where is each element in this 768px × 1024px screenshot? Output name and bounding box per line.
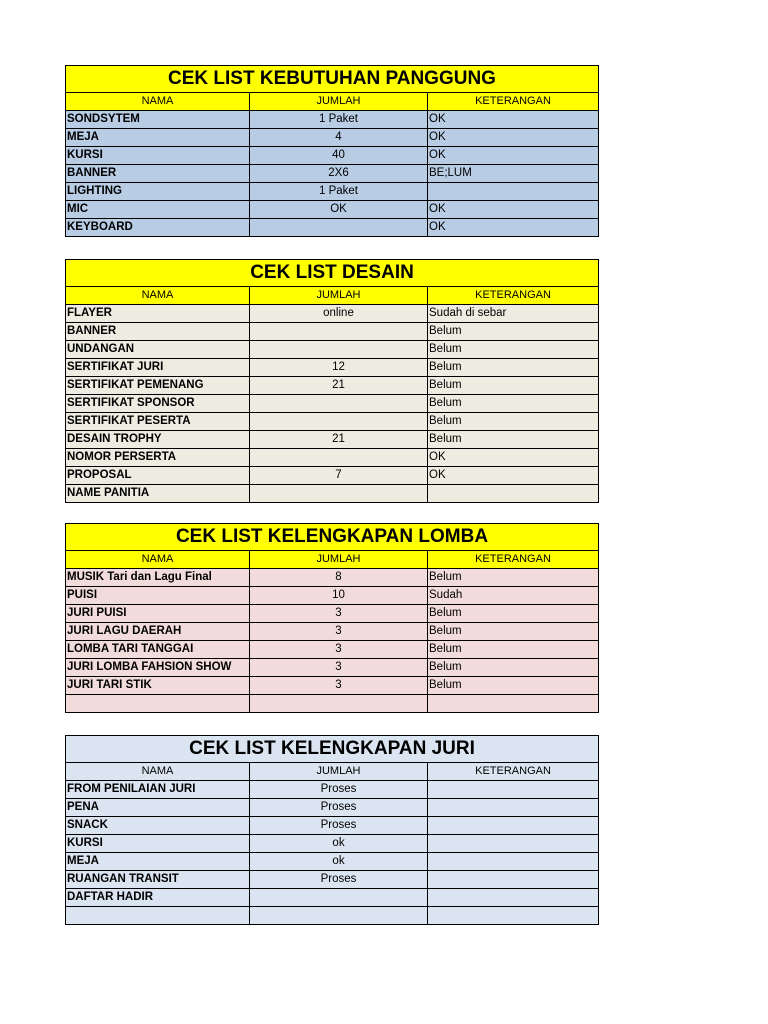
header-keterangan: KETERANGAN [428, 763, 599, 781]
cell-jumlah: ok [250, 835, 428, 853]
cell-nama: PUISI [66, 587, 250, 605]
cell-nama: RUANGAN TRANSIT [66, 871, 250, 889]
cell-jumlah [250, 341, 428, 359]
table-row [66, 323, 599, 341]
cell-jumlah: 10 [250, 587, 428, 605]
cell-nama: JURI LAGU DAERAH [66, 623, 250, 641]
cell-jumlah: 1 Paket [250, 111, 428, 129]
checklist-table-juri [65, 735, 599, 925]
table-row [66, 853, 599, 871]
cell-nama: UNDANGAN [66, 341, 250, 359]
cell-jumlah: 3 [250, 605, 428, 623]
cell-jumlah: 3 [250, 677, 428, 695]
header-jumlah: JUMLAH [250, 763, 428, 781]
table-row [66, 449, 599, 467]
cell-nama: DAFTAR HADIR [66, 889, 250, 907]
table-row [66, 587, 599, 605]
cell-nama: KURSI [66, 835, 250, 853]
table-row [66, 485, 599, 503]
table-row [66, 165, 599, 183]
cell-nama: SERTIFIKAT PESERTA [66, 413, 250, 431]
cell-jumlah: Proses [250, 817, 428, 835]
cell-nama: MIC [66, 201, 250, 219]
cell-keterangan [428, 799, 599, 817]
cell-keterangan: Belum [428, 377, 599, 395]
cell-keterangan [428, 695, 599, 713]
cell-jumlah: 7 [250, 467, 428, 485]
cell-nama: SERTIFIKAT SPONSOR [66, 395, 250, 413]
cell-jumlah [250, 449, 428, 467]
cell-nama: SNACK [66, 817, 250, 835]
cell-nama: SERTIFIKAT JURI [66, 359, 250, 377]
table-title-row [66, 736, 599, 763]
cell-keterangan: Belum [428, 359, 599, 377]
table-row [66, 641, 599, 659]
cell-jumlah: 40 [250, 147, 428, 165]
checklist-table-panggung [65, 65, 599, 237]
cell-jumlah: 21 [250, 431, 428, 449]
cell-keterangan [428, 835, 599, 853]
table-row [66, 219, 599, 237]
table-row [66, 781, 599, 799]
cell-jumlah: 3 [250, 659, 428, 677]
table-row [66, 377, 599, 395]
cell-nama: JURI PUISI [66, 605, 250, 623]
table-header-row [66, 551, 599, 569]
cell-keterangan: OK [428, 201, 599, 219]
cell-jumlah: 21 [250, 377, 428, 395]
cell-nama [66, 695, 250, 713]
cell-nama: KURSI [66, 147, 250, 165]
cell-keterangan: Belum [428, 677, 599, 695]
cell-nama: PENA [66, 799, 250, 817]
cell-keterangan [428, 183, 599, 201]
cell-nama [66, 907, 250, 925]
header-jumlah: JUMLAH [250, 93, 428, 111]
cell-nama: JURI TARI STIK [66, 677, 250, 695]
header-nama: NAMA [66, 763, 250, 781]
cell-jumlah [250, 695, 428, 713]
table-row [66, 467, 599, 485]
cell-jumlah [250, 219, 428, 237]
table-row [66, 111, 599, 129]
table-row [66, 183, 599, 201]
cell-nama: MEJA [66, 129, 250, 147]
cell-keterangan: Belum [428, 395, 599, 413]
cell-keterangan: Belum [428, 341, 599, 359]
header-nama: NAMA [66, 287, 250, 305]
cell-jumlah [250, 323, 428, 341]
header-nama: NAMA [66, 551, 250, 569]
table-row [66, 569, 599, 587]
cell-jumlah [250, 413, 428, 431]
table-title: CEK LIST KEBUTUHAN PANGGUNG [66, 66, 599, 93]
cell-keterangan: BE;LUM [428, 165, 599, 183]
table-row [66, 305, 599, 323]
table-row [66, 129, 599, 147]
cell-nama: MUSIK Tari dan Lagu Final [66, 569, 250, 587]
cell-keterangan [428, 485, 599, 503]
cell-keterangan: Belum [428, 659, 599, 677]
cell-keterangan: Belum [428, 641, 599, 659]
table-row [66, 835, 599, 853]
cell-keterangan: Sudah [428, 587, 599, 605]
cell-nama: NAME PANITIA [66, 485, 250, 503]
table-row [66, 695, 599, 713]
cell-keterangan [428, 907, 599, 925]
cell-keterangan [428, 781, 599, 799]
cell-nama: BANNER [66, 165, 250, 183]
cell-nama: LIGHTING [66, 183, 250, 201]
cell-nama: JURI LOMBA FAHSION SHOW [66, 659, 250, 677]
cell-nama: SERTIFIKAT PEMENANG [66, 377, 250, 395]
table-title-row [66, 260, 599, 287]
table-row [66, 677, 599, 695]
cell-jumlah: OK [250, 201, 428, 219]
cell-jumlah: Proses [250, 781, 428, 799]
cell-nama: SONDSYTEM [66, 111, 250, 129]
table-row [66, 871, 599, 889]
table-header-row [66, 287, 599, 305]
cell-keterangan: Belum [428, 431, 599, 449]
cell-nama: BANNER [66, 323, 250, 341]
header-jumlah: JUMLAH [250, 551, 428, 569]
table-header-row [66, 763, 599, 781]
cell-jumlah: 8 [250, 569, 428, 587]
cell-jumlah: Proses [250, 799, 428, 817]
cell-nama: FLAYER [66, 305, 250, 323]
table-row [66, 605, 599, 623]
cell-jumlah: online [250, 305, 428, 323]
table-row [66, 623, 599, 641]
checklist-table-lomba [65, 523, 599, 713]
table-title-row [66, 66, 599, 93]
table-row [66, 799, 599, 817]
checklist-table-desain [65, 259, 599, 503]
table-row [66, 341, 599, 359]
header-jumlah: JUMLAH [250, 287, 428, 305]
header-keterangan: KETERANGAN [428, 287, 599, 305]
cell-keterangan [428, 889, 599, 907]
header-keterangan: KETERANGAN [428, 551, 599, 569]
table-row [66, 889, 599, 907]
cell-keterangan: OK [428, 111, 599, 129]
cell-keterangan: Belum [428, 413, 599, 431]
table-row [66, 201, 599, 219]
cell-keterangan [428, 817, 599, 835]
cell-nama: MEJA [66, 853, 250, 871]
cell-keterangan: Belum [428, 569, 599, 587]
cell-keterangan: Belum [428, 323, 599, 341]
cell-jumlah: ok [250, 853, 428, 871]
cell-jumlah [250, 907, 428, 925]
cell-keterangan: Belum [428, 623, 599, 641]
cell-jumlah: Proses [250, 871, 428, 889]
cell-jumlah: 1 Paket [250, 183, 428, 201]
cell-keterangan: OK [428, 147, 599, 165]
table-title-row [66, 524, 599, 551]
table-row [66, 359, 599, 377]
header-nama: NAMA [66, 93, 250, 111]
cell-keterangan: Belum [428, 605, 599, 623]
cell-jumlah: 2X6 [250, 165, 428, 183]
cell-keterangan: OK [428, 449, 599, 467]
cell-nama: FROM PENILAIAN JURI [66, 781, 250, 799]
header-keterangan: KETERANGAN [428, 93, 599, 111]
table-title: CEK LIST DESAIN [66, 260, 599, 287]
cell-nama: PROPOSAL [66, 467, 250, 485]
table-title: CEK LIST KELENGKAPAN JURI [66, 736, 599, 763]
cell-jumlah [250, 889, 428, 907]
table-row [66, 395, 599, 413]
cell-jumlah: 3 [250, 641, 428, 659]
cell-nama: LOMBA TARI TANGGAI [66, 641, 250, 659]
cell-keterangan: OK [428, 219, 599, 237]
cell-jumlah: 3 [250, 623, 428, 641]
table-row [66, 431, 599, 449]
cell-keterangan: OK [428, 129, 599, 147]
cell-nama: NOMOR PERSERTA [66, 449, 250, 467]
cell-jumlah [250, 395, 428, 413]
table-title: CEK LIST KELENGKAPAN LOMBA [66, 524, 599, 551]
cell-keterangan: Sudah di sebar [428, 305, 599, 323]
table-row [66, 817, 599, 835]
table-row [66, 659, 599, 677]
table-row [66, 413, 599, 431]
cell-jumlah: 12 [250, 359, 428, 377]
cell-nama: KEYBOARD [66, 219, 250, 237]
cell-jumlah [250, 485, 428, 503]
table-row [66, 907, 599, 925]
cell-keterangan: OK [428, 467, 599, 485]
cell-nama: DESAIN TROPHY [66, 431, 250, 449]
table-header-row [66, 93, 599, 111]
cell-keterangan [428, 853, 599, 871]
cell-keterangan [428, 871, 599, 889]
cell-jumlah: 4 [250, 129, 428, 147]
table-row [66, 147, 599, 165]
